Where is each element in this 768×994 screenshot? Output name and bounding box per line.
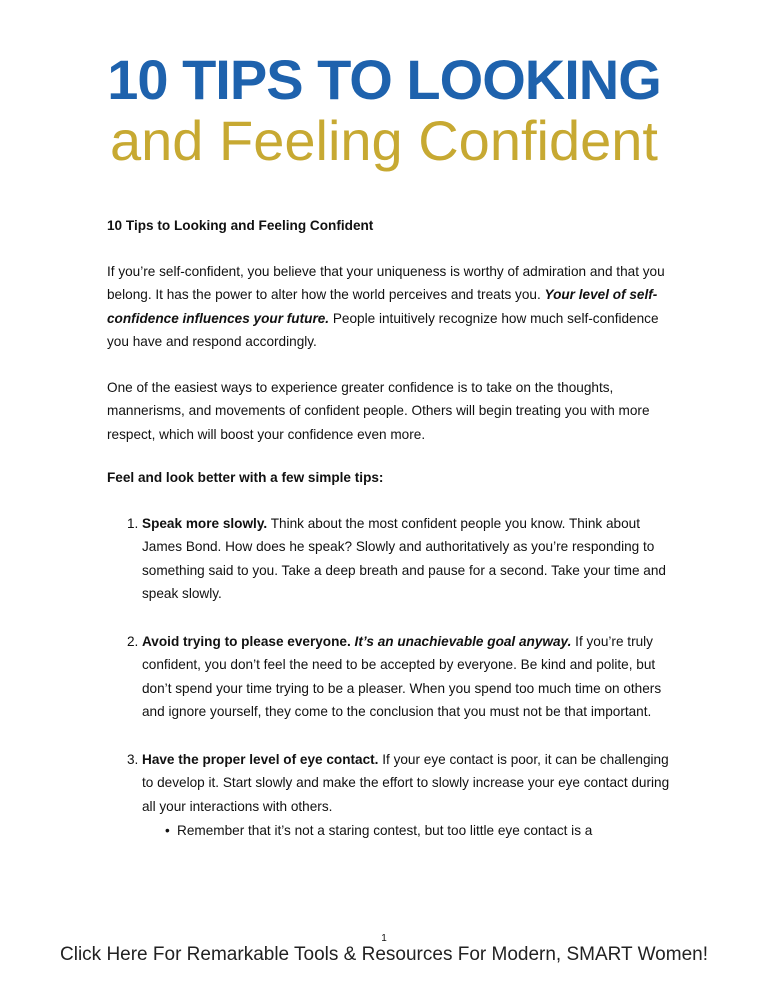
tip-title: Avoid trying to please everyone. [142, 633, 351, 649]
tip-number: 2. [127, 633, 139, 649]
intro-text-1: If you’re self-confident, you believe that your uniqueness is worthy of admiration and that you belong. It has the power to alter how the world perceives and treats you. [107, 263, 665, 302]
tip-number: 1. [127, 515, 139, 531]
page-number: 1 [381, 933, 387, 944]
document-body [107, 214, 672, 843]
tip-body [142, 630, 672, 724]
intro-emphasis: Your level of self-confidence influences your future. [107, 287, 658, 326]
tip-item-3 [127, 748, 672, 819]
bullet-dot-icon: • [165, 823, 170, 838]
paragraph-2: One of the easiest ways to experience greater confidence is to take on the thoughts, mannerisms, and movements of confident people. Others will begin treating you with more respect, which will boost your confidence even more. [107, 379, 650, 442]
tips-list [107, 512, 672, 843]
footer-link[interactable]: Click Here For Remarkable Tools & Resources For Modern, SMART Women! [60, 944, 708, 965]
document-heading: 10 Tips to Looking and Feeling Confident [107, 218, 374, 233]
tip-number: 3. [127, 751, 139, 767]
tip-title: Have the proper level of eye contact. [142, 751, 379, 767]
tip-emphasis: It’s an unachievable goal anyway. [354, 633, 572, 649]
tips-heading: Feel and look better with a few simple tips: [107, 470, 384, 485]
tip-body [142, 748, 672, 819]
tip-text: Think about the most confident people you know. Think about James Bond. How does he speak? Slowly and authoritatively as you’re responding to something said to you. Take a deep breath and pause for a second. Take your time and speak slowly. [142, 515, 666, 601]
intro-text-2: People intuitively recognize how much self-confidence you have and respond accordingly. [107, 310, 659, 349]
title-line-1: 10 TIPS TO LOOKING [107, 48, 661, 111]
tip-item-1 [127, 512, 672, 606]
intro-paragraph [107, 260, 672, 354]
tip-3-bullet [165, 819, 672, 843]
tip-body [142, 512, 672, 606]
title-line-2: and Feeling Confident [110, 109, 658, 172]
tip-text: If your eye contact is poor, it can be challenging to develop it. Start slowly and make the effort to slowly increase your eye contact during all your interactions with others. [142, 751, 670, 814]
bullet-text: Remember that it’s not a staring contest, but too little eye contact is a [177, 823, 593, 838]
tip-title: Speak more slowly. [142, 515, 268, 531]
tip-text: If you’re truly confident, you don’t feel the need to be accepted by everyone. Be kind and polite, but don’t spend your time trying to be a pleaser. When you spend too much time on others and ignore yourself, they come to the conclusion that you must not be that important. [142, 633, 662, 719]
tip-item-2 [127, 630, 672, 724]
